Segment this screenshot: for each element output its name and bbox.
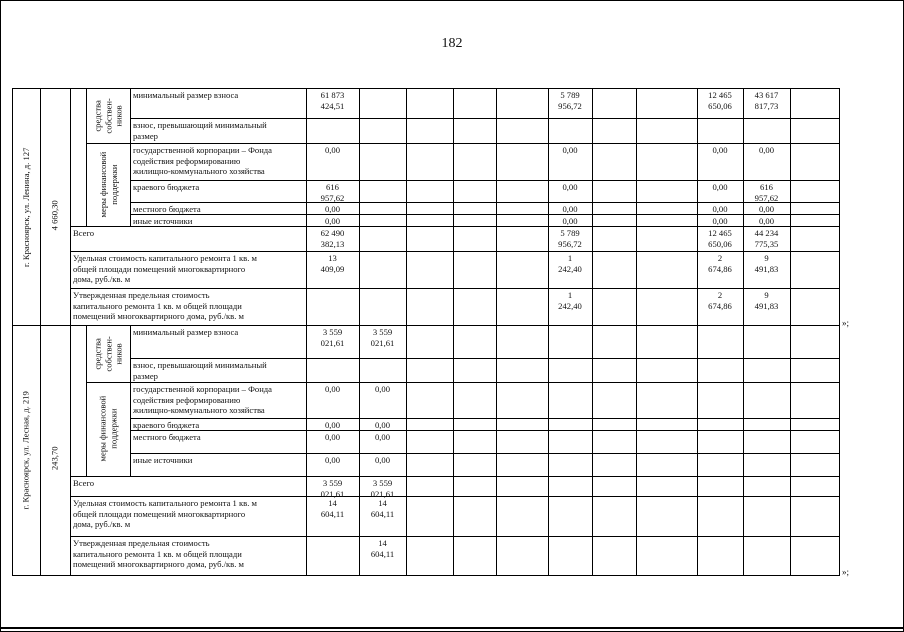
table-rule-v [548,325,549,576]
cell-value: 14 604,11 [370,498,395,519]
page-number: 182 [441,36,463,51]
table-rule-v [130,88,131,227]
cell-value: 0,00 [758,145,775,155]
row-label-min-fee: минимальный размер взноса [133,327,239,337]
table-rule-h [86,143,840,144]
table-rule-v [40,88,41,326]
cell-value: 3 559 021,61 [320,478,345,499]
table-rule-h [70,288,840,289]
table-rule-v [12,88,13,326]
page-bottom-edge [0,627,904,629]
table-rule-v [86,325,87,477]
owner-funds-group-label: средства собствен- ников [92,97,124,134]
table-rule-h [70,476,840,477]
cell-value: 0,00 [758,216,775,226]
cell-value: 62 490 382,13 [320,228,345,249]
table-rule-h [12,88,840,89]
cell-value: 0,00 [562,182,578,192]
cell-value: 44 234 775,35 [754,228,779,249]
table-rule-h [86,382,840,383]
table-rule-h [130,418,840,419]
table-rule-v [453,88,454,326]
table-rule-h [130,358,840,359]
table-rule-h [130,430,840,431]
table-rule-v [70,325,71,576]
row-label-other: иные источники [133,455,193,465]
row-label-extra-fee: взнос, превышающий минимальный размер [133,120,267,141]
table-rule-v [130,325,131,477]
table-rule-v [86,88,87,227]
cell-value: 5 789 956,72 [558,228,582,249]
cell-value: 61 873 424,51 [320,90,345,111]
table-rule-v [743,325,744,576]
row-label-regional: краевого бюджета [133,182,200,192]
cell-value: 43 617 817,73 [754,90,779,111]
table-rule-v [790,88,791,326]
cell-value: 0,00 [712,145,728,155]
cell-value: 0,00 [324,384,341,394]
financial-support-group-label: меры финансовой поддержки [97,151,118,217]
table-rule-v [592,325,593,576]
cell-value: 3 559 021,61 [320,327,345,348]
table-rule-v [496,325,497,576]
cell-value: 0,00 [562,145,578,155]
cell-value: 0,00 [562,204,578,214]
table-rule-h [70,251,840,252]
table-rule-v [406,88,407,326]
cell-value: 0,00 [374,432,391,442]
table-rule-v [636,88,637,326]
table-rule-v [453,325,454,576]
table-rule-v [839,325,840,576]
row-label-total: Всего [73,478,95,488]
row-label-regional: краевого бюджета [133,420,200,430]
cell-value: 0,00 [758,204,775,214]
table-rule-h [70,496,840,497]
table-rule-h [130,118,840,119]
cell-value: 3 559 021,61 [370,478,395,499]
cell-value: 2 674,86 [708,253,732,274]
cell-value: 0,00 [374,455,391,465]
row-label-local: местного бюджета [133,204,201,214]
row-label-limit-cost: Утвержденная предельная стоимость капитального ремонта 1 кв. м общей площади помещений многоквартирного дома, руб./кв. м [73,290,244,322]
area-value: 243,70 [49,446,60,471]
cell-value: 13 409,09 [320,253,345,274]
table-rule-v [70,88,71,326]
address-label: г. Красноярск, ул. Лесная, д. 219 [20,391,31,510]
table-rule-v [839,88,840,326]
table-rule-v [406,325,407,576]
cell-value: 14 604,11 [370,538,395,559]
table-rule-v [636,325,637,576]
row-label-local: местного бюджета [133,432,201,442]
table-rule-v [359,88,360,326]
cell-value: 0,00 [324,432,341,442]
cell-value: 0,00 [324,420,341,430]
cell-value: 0,00 [712,216,728,226]
row-label-fund: государственной корпорации – Фонда содействия реформированию жилищно-коммунального хозяйства [133,384,272,416]
cell-value: 14 604,11 [320,498,345,519]
table-rule-h [130,180,840,181]
row-label-unit-cost: Удельная стоимость капитального ремонта 1 кв. м общей площади помещений многоквартирного дома, руб./кв. м [73,253,257,285]
cell-value: 0,00 [374,420,391,430]
cell-value: 616 957,62 [754,182,779,203]
row-label-total: Всего [73,228,95,238]
table-rule-v [40,325,41,576]
table-rule-h [70,536,840,537]
cell-value: 0,00 [324,145,341,155]
row-label-other: иные источники [133,216,193,226]
cell-value: 5 789 956,72 [558,90,582,111]
cell-value: 2 674,86 [708,290,732,311]
cell-value: 0,00 [324,455,341,465]
row-end-mark: »; [842,567,850,577]
row-label-limit-cost: Утвержденная предельная стоимость капитального ремонта 1 кв. м общей площади помещений многоквартирного дома, руб./кв. м [73,538,244,570]
cell-value: 0,00 [712,204,728,214]
cell-value: 0,00 [324,216,341,226]
cell-value: 12 465 650,06 [708,228,732,249]
row-label-min-fee: минимальный размер взноса [133,90,239,100]
table-rule-v [592,88,593,326]
owner-funds-group-label: средства собствен- ников [92,335,124,372]
row-label-unit-cost: Удельная стоимость капитального ремонта 1 кв. м общей площади помещений многоквартирного дома, руб./кв. м [73,498,257,530]
cell-value: 0,00 [374,384,391,394]
table-rule-v [790,325,791,576]
table-rule-h [130,453,840,454]
financial-support-group-label: меры финансовой поддержки [97,395,118,462]
table-rule-h [12,575,840,576]
address-label: г. Красноярск, ул. Ленина, д. 127 [20,147,31,267]
row-label-fund: государственной корпорации – Фонда содействия реформированию жилищно-коммунального хозяйства [133,145,272,177]
table-rule-v [306,325,307,576]
cell-value: 1 242,40 [558,253,582,274]
table-rule-h [130,202,840,203]
cell-value: 9 491,83 [754,290,779,311]
area-value: 4 660,30 [49,200,60,231]
table-rule-v [12,325,13,576]
table-rule-v [496,88,497,326]
row-end-mark: »; [842,318,850,328]
cell-value: 12 465 650,06 [708,90,732,111]
cell-value: 616 957,62 [320,182,345,203]
cell-value: 0,00 [712,182,728,192]
cell-value: 9 491,83 [754,253,779,274]
cell-value: 1 242,40 [558,290,582,311]
cell-value: 0,00 [324,204,341,214]
row-label-extra-fee: взнос, превышающий минимальный размер [133,360,267,381]
cell-value: 0,00 [562,216,578,226]
table-rule-v [697,325,698,576]
cell-value: 3 559 021,61 [370,327,395,348]
table-rule-h [12,325,840,326]
